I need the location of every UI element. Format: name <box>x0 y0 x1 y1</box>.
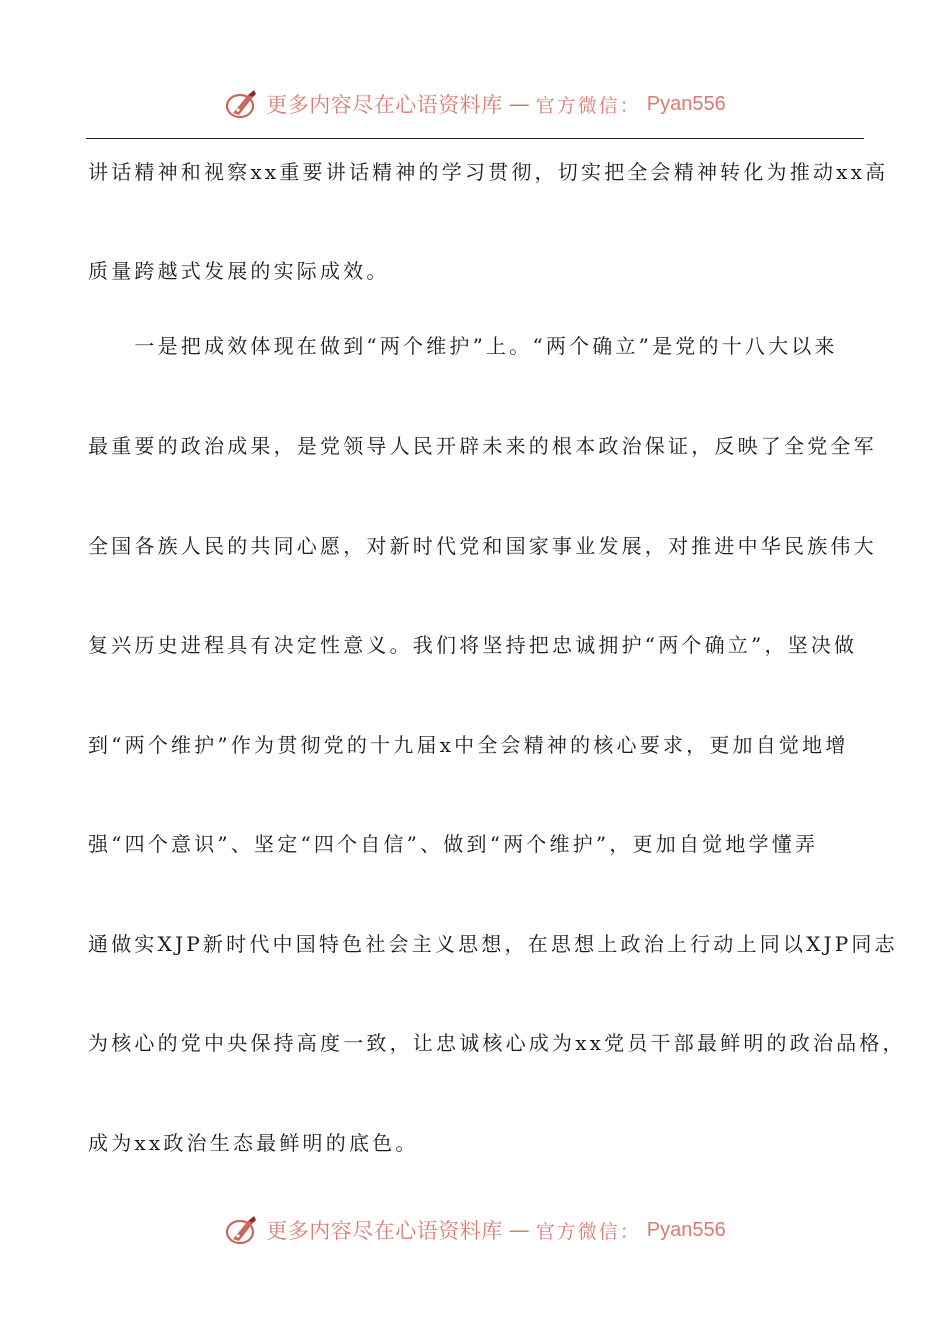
footer-site-text: 更多内容尽在心语资料库 <box>266 1219 503 1243</box>
footer-wechat-id: Pyan556 <box>646 1218 726 1241</box>
header-site-text: 更多内容尽在心语资料库 <box>266 93 503 117</box>
body-line: 为核心的党中央保持高度一致，让忠诚核心成为xx党员干部最鲜明的政治品格， <box>88 1031 906 1055</box>
footer-separator: — <box>508 1218 530 1242</box>
body-line: 讲话精神和视察xx重要讲话精神的学习贯彻，切实把全会精神转化为推动xx高 <box>88 160 889 184</box>
body-line: 通做实XJP新时代中国特色社会主义思想，在思想上政治上行动上同以XJP同志 <box>88 932 898 956</box>
header-separator: — <box>508 92 530 116</box>
body-line: 最重要的政治成果，是党领导人民开辟未来的根本政治保证，反映了全党全军 <box>88 434 877 458</box>
body-line: 复兴历史进程具有决定性意义。我们将坚持把忠诚拥护“两个确立”，坚决做 <box>88 633 858 657</box>
footer-wechat-label: 官方微信： <box>535 1220 641 1243</box>
header-wechat-label: 官方微信： <box>535 94 641 117</box>
body-line: 质量跨越式发展的实际成效。 <box>88 259 390 283</box>
header-banner <box>0 82 950 126</box>
pen-nib-logo-icon <box>224 86 260 122</box>
body-line: 成为xx政治生态最鲜明的底色。 <box>88 1131 419 1155</box>
body-line: 到“两个维护”作为贯彻党的十九届x中全会精神的核心要求，更加自觉地增 <box>88 733 849 757</box>
footer-banner <box>0 1208 950 1252</box>
header-divider <box>86 138 864 139</box>
body-line: 全国各族人民的共同心愿，对新时代党和国家事业发展，对推进中华民族伟大 <box>88 534 877 558</box>
header-wechat-id: Pyan556 <box>646 92 726 115</box>
body-line: 一是把成效体现在做到“两个维护”上。“两个确立”是党的十八大以来 <box>88 334 838 358</box>
pen-nib-logo-icon <box>224 1212 260 1248</box>
body-line: 强“四个意识”、坚定“四个自信”、做到“两个维护”，更加自觉地学懂弄 <box>88 832 819 856</box>
